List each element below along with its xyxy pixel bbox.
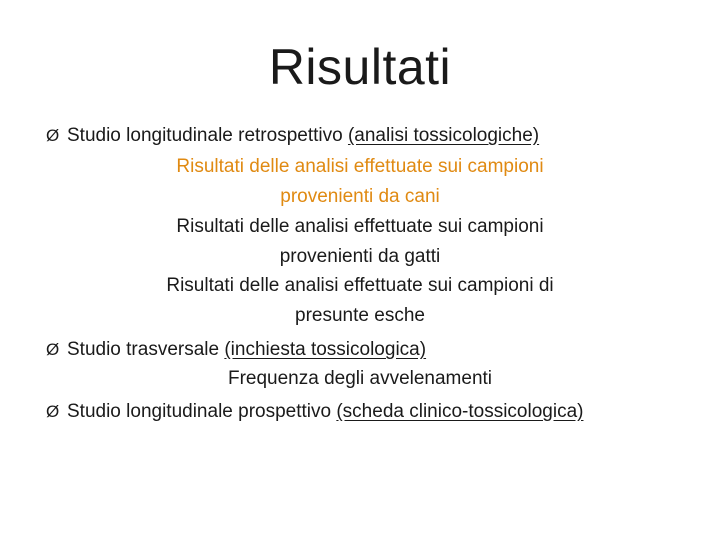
bullet-link[interactable]: (analisi tossicologiche)	[347, 125, 540, 146]
sub-item-gatti-line2: provenienti da gatti	[279, 246, 441, 267]
bullet-link[interactable]: (inchiesta tossicologica)	[224, 339, 427, 360]
sub-item-cani-line2: provenienti da cani	[280, 186, 440, 207]
bullet-text: Studio longitudinale prospettivo	[67, 401, 337, 422]
bullet-item-transversal	[46, 339, 426, 361]
slide-title: Risultati	[268, 39, 452, 95]
sub-item-esche-line2: presunte esche	[295, 305, 425, 326]
sub-item-gatti-line1: Risultati delle analisi effettuate sui campioni	[176, 216, 544, 237]
bullet-item-prospective	[46, 401, 583, 423]
arrow-bullet-icon: Ø	[46, 402, 60, 421]
bullet-item-retrospective	[46, 125, 539, 147]
arrow-bullet-icon: Ø	[46, 340, 60, 359]
bullet-text: Studio longitudinale retrospettivo	[67, 125, 348, 146]
sub-item-frequenza: Frequenza degli avvelenamenti	[227, 368, 493, 389]
arrow-bullet-icon: Ø	[46, 126, 60, 145]
bullet-text: Studio trasversale	[67, 339, 225, 360]
sub-item-cani-line1: Risultati delle analisi effettuate sui campioni	[176, 156, 544, 177]
bullet-link[interactable]: (scheda clinico-tossicologica)	[336, 401, 584, 422]
sub-item-esche-line1: Risultati delle analisi effettuate sui campioni di	[166, 275, 554, 296]
